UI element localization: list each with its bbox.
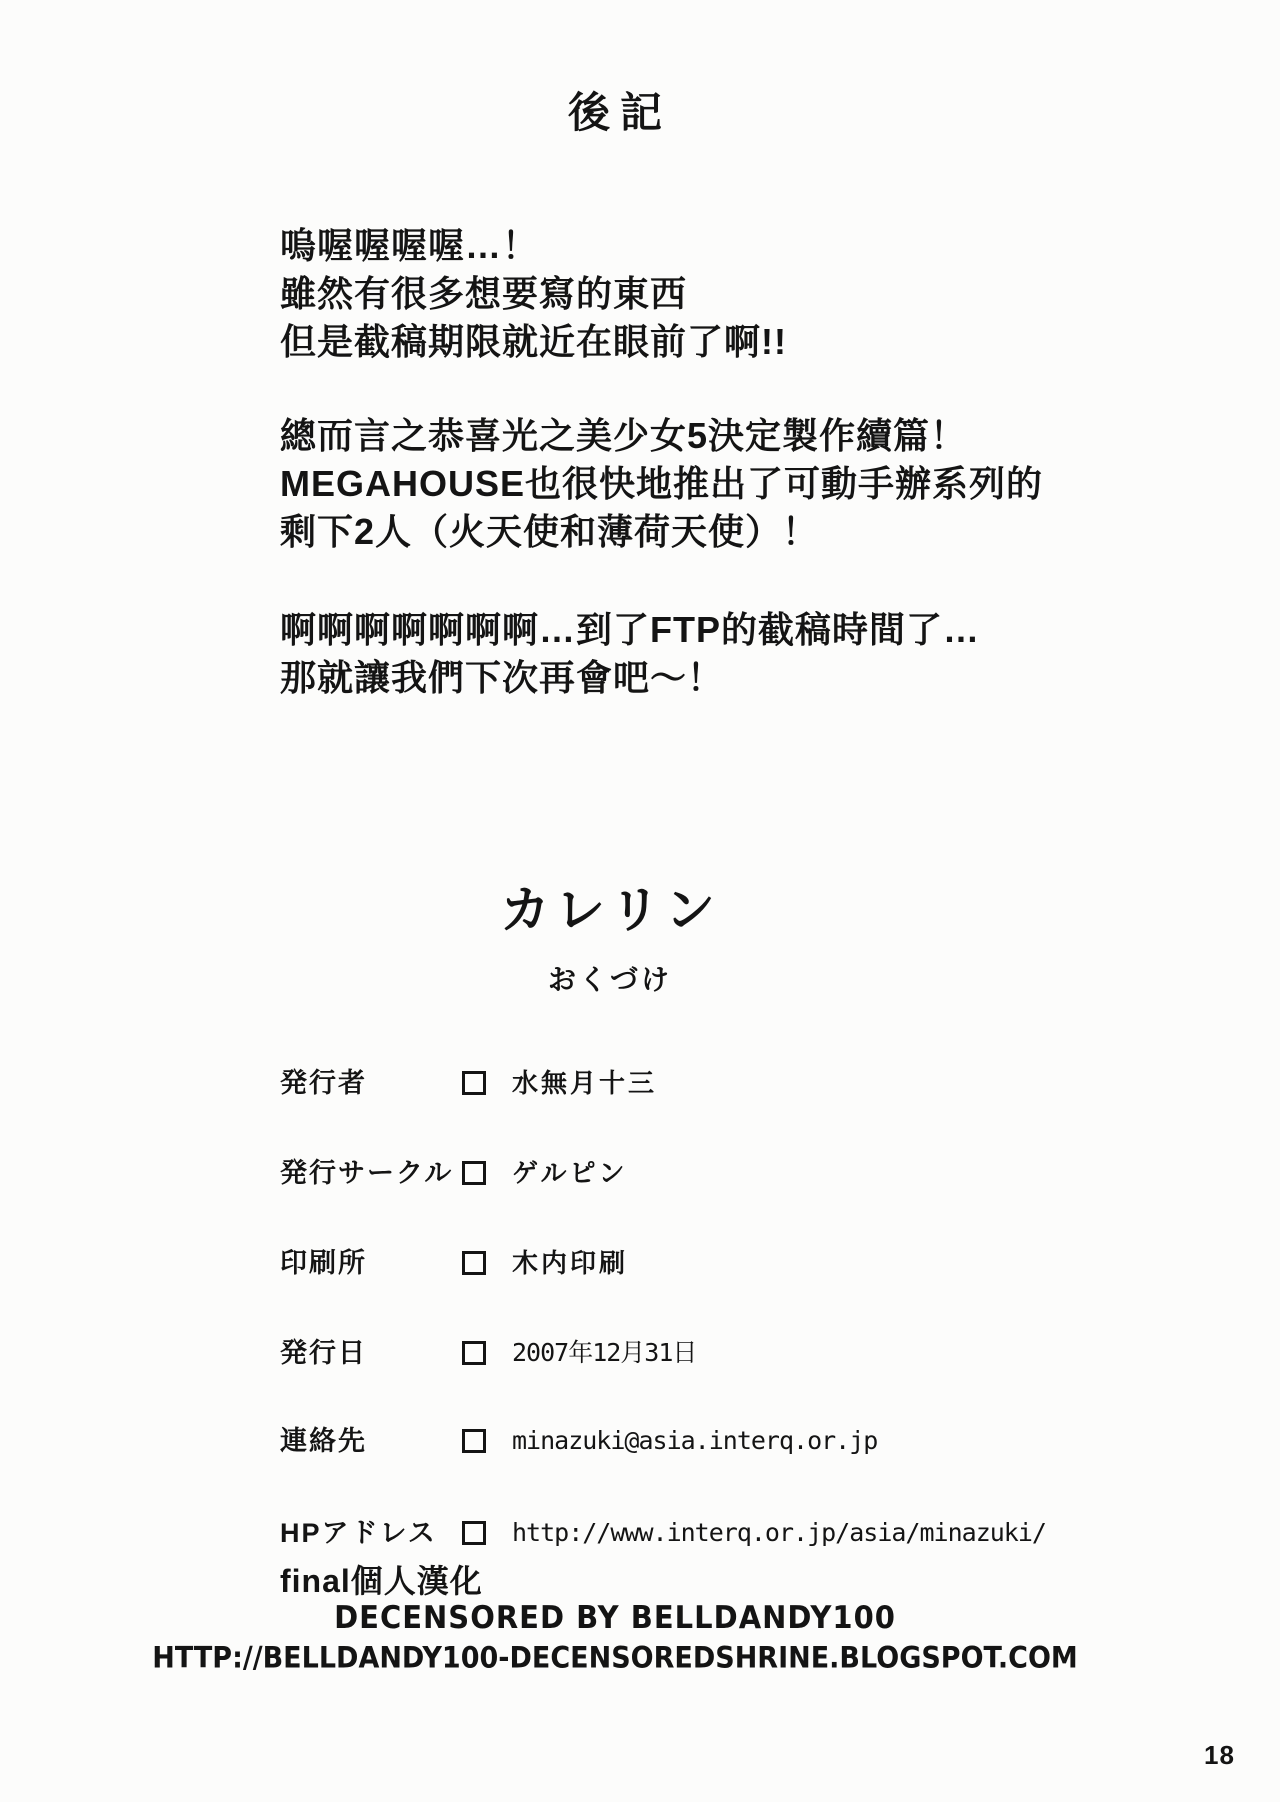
afterword-line: 雖然有很多想要寫的東西 bbox=[280, 273, 688, 314]
colophon-heading: おくづけ bbox=[547, 964, 672, 995]
decensor-url: HTTP://BELLDANDY100-DECENSOREDSHRINE.BLOGSPOT.COM bbox=[152, 1641, 1078, 1676]
colophon-label: HPアドレス bbox=[280, 1518, 437, 1548]
colophon-label: 発行サークル bbox=[280, 1158, 454, 1188]
afterword-line: 總而言之恭喜光之美少女5決定製作續篇！ bbox=[280, 415, 968, 456]
colophon-row-contact-email bbox=[280, 1424, 1100, 1460]
tofu-box-glyph bbox=[462, 1071, 486, 1095]
afterword-line: MEGAHOUSE也很快地推出了可動手辦系列的 bbox=[280, 463, 1044, 504]
colophon-value: 水無月十三 bbox=[512, 1068, 658, 1098]
title-block bbox=[280, 882, 940, 998]
colophon-value: ゲルピン bbox=[512, 1158, 628, 1188]
decensor-credits bbox=[0, 1600, 1230, 1674]
colophon-row-publisher bbox=[280, 1066, 1100, 1102]
afterword-line: 剩下2人（火天使和薄荷天使）！ bbox=[280, 511, 820, 552]
colophon-row-homepage-url bbox=[280, 1516, 1100, 1552]
decensor-credit: DECENSORED BY BELLDANDY100 bbox=[334, 1598, 896, 1636]
afterword-title: 後記 bbox=[567, 89, 672, 136]
tofu-box-glyph bbox=[462, 1429, 486, 1453]
colophon-label: 連絡先 bbox=[280, 1426, 367, 1456]
translator-note: final個人漢化 bbox=[280, 1563, 483, 1599]
colophon-value: minazuki@asia.interq.or.jp bbox=[512, 1426, 878, 1455]
afterword-paragraph-3 bbox=[280, 606, 980, 702]
afterword-paragraph-1 bbox=[280, 222, 787, 366]
tofu-box-glyph bbox=[462, 1161, 486, 1185]
colophon-value: 木内印刷 bbox=[512, 1248, 629, 1278]
colophon-label: 発行者 bbox=[280, 1068, 367, 1098]
tofu-box-glyph bbox=[462, 1521, 486, 1545]
afterword-line: 但是截稿期限就近在眼前了啊!! bbox=[280, 321, 787, 362]
colophon-label: 発行日 bbox=[280, 1338, 367, 1368]
colophon-row-circle bbox=[280, 1156, 1100, 1192]
tofu-box-glyph bbox=[462, 1341, 486, 1365]
page-number: 18 bbox=[1204, 1740, 1235, 1770]
colophon-value: http://www.interq.or.jp/asia/minazuki/ bbox=[512, 1518, 1046, 1547]
colophon-row-publish-date bbox=[280, 1336, 1100, 1372]
tofu-box-glyph bbox=[462, 1251, 486, 1275]
afterword-paragraph-2 bbox=[280, 412, 1043, 556]
doujin-title: カレリン bbox=[500, 882, 720, 938]
colophon-row-printer bbox=[280, 1246, 1100, 1282]
afterword-line: 嗚喔喔喔喔…！ bbox=[280, 225, 540, 266]
afterword-line: 啊啊啊啊啊啊啊…到了FTP的截稿時間了… bbox=[280, 609, 980, 650]
afterword-line: 那就讓我們下次再會吧～！ bbox=[280, 657, 725, 698]
colophon-label: 印刷所 bbox=[280, 1248, 367, 1278]
colophon-value: 2007年12月31日 bbox=[512, 1338, 697, 1367]
